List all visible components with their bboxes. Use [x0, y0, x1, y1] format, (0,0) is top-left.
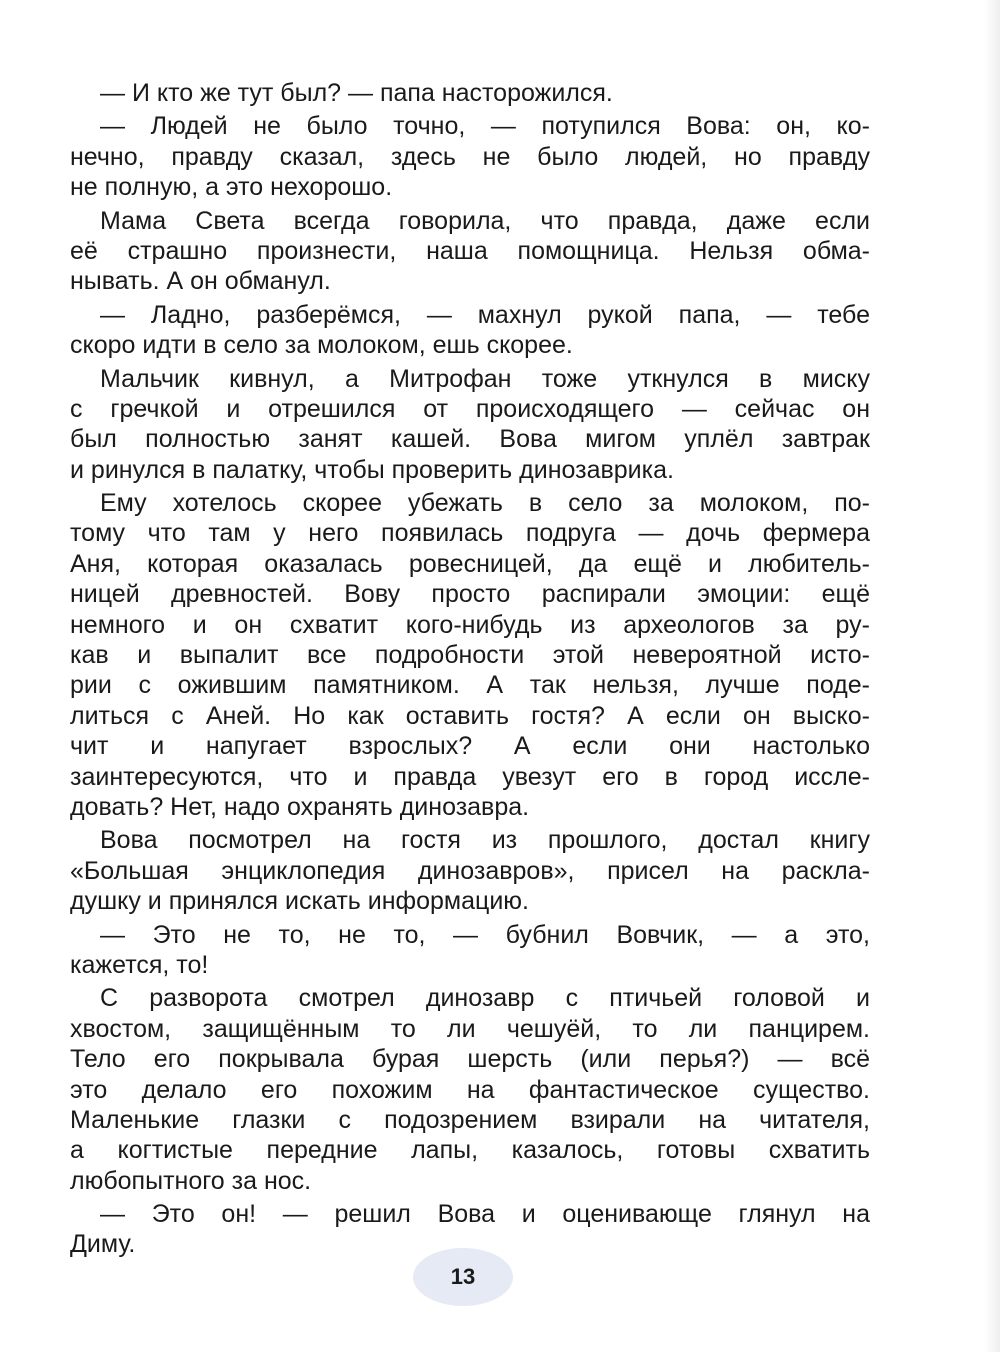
- paragraph: [70, 364, 870, 486]
- text-line: тому что там у него появилась подруга — дочь фермера: [70, 519, 870, 548]
- text-line: «Большая энциклопедия динозавров», присел на раскла-: [70, 856, 870, 885]
- paragraph: [70, 488, 870, 822]
- text-line: — Это не то, не то, — бубнил Вовчик, — а это,: [100, 920, 870, 949]
- text-line: душку и принялся искать информацию.: [70, 887, 529, 916]
- text-line: — Ладно, разберёмся, — махнул рукой папа, — тебе: [100, 300, 870, 329]
- paragraph: [70, 300, 870, 361]
- text-line: кажется, то!: [70, 950, 209, 979]
- page-number: 13: [450, 1264, 476, 1289]
- paragraph: [70, 78, 870, 108]
- text-line: и ринулся в палатку, чтобы проверить динозаврика.: [70, 455, 674, 484]
- text-line: был полностью занят кашей. Вова мигом уплёл завтрак: [70, 425, 870, 454]
- text-line: немного и он схватит кого-нибудь из археологов за ру-: [70, 610, 870, 639]
- text-line: рии с ожившим памятником. А так нельзя, лучше поде-: [70, 671, 870, 700]
- text-line: Вова посмотрел на гостя из прошлого, достал книгу: [100, 826, 870, 855]
- paragraph: [70, 206, 870, 297]
- text-line: нечно, правду сказал, здесь не было людей, но правду: [70, 142, 870, 171]
- text-line: Тело его покрывала бурая шерсть (или перья?) — всё: [70, 1045, 870, 1074]
- text-line: довать? Нет, надо охранять динозавра.: [70, 792, 530, 821]
- text-line: ницей древностей. Вову просто распирали эмоции: ещё: [70, 580, 870, 609]
- text-line: С разворота смотрел динозавр с птичьей головой и: [100, 984, 870, 1013]
- paragraph: [70, 111, 870, 202]
- text-line: чит и напугает взрослых? А если они настолько: [70, 732, 870, 761]
- text-line: её страшно произнести, наша помощница. Нельзя обма-: [70, 236, 870, 265]
- text-line: Ему хотелось скорее убежать в село за молоком, по-: [100, 489, 870, 518]
- text-line: Маленькие глазки с подозрением взирали на читателя,: [70, 1105, 870, 1134]
- text-line: скоро идти в село за молоком, ешь скорее.: [70, 331, 573, 360]
- text-line: заинтересуются, что и правда увезут его в город иссле-: [70, 762, 870, 791]
- story-text: [70, 78, 870, 1263]
- text-line: а когтистые передние лапы, казалось, готовы схватить: [70, 1136, 870, 1165]
- text-line: кав и выпалит все подробности этой невероятной исто-: [70, 641, 870, 670]
- text-line: с гречкой и отрешился от происходящего — сейчас он: [70, 394, 870, 423]
- text-line: это делало его похожим на фантастическое существо.: [70, 1075, 870, 1104]
- text-line: — Людей не было точно, — потупился Вова: он, ко-: [100, 112, 870, 141]
- paragraph: [70, 920, 870, 981]
- text-line: нывать. А он обманул.: [70, 267, 331, 296]
- paragraph: [70, 825, 870, 916]
- text-line: Диму.: [70, 1230, 136, 1259]
- text-line: Мама Света всегда говорила, что правда, даже если: [100, 206, 870, 235]
- text-line: Аня, которая оказалась ровесницей, да ещё и любитель-: [70, 549, 870, 578]
- page-edge-shadow: [984, 0, 1000, 1352]
- text-line: не полную, а это нехорошо.: [70, 173, 393, 202]
- text-line: — Это он! — решил Вова и оценивающе глянул на: [100, 1200, 870, 1229]
- text-line: Мальчик кивнул, а Митрофан тоже уткнулся в миску: [100, 364, 870, 393]
- text-line: — И кто же тут был? — папа насторожился.: [100, 79, 613, 107]
- text-line: хвостом, защищённым то ли чешуёй, то ли панцирем.: [70, 1014, 870, 1043]
- text-line: литься с Аней. Но как оставить гостя? А если он выско-: [70, 701, 870, 730]
- text-line: любопытного за нос.: [70, 1166, 312, 1195]
- paragraph: [70, 983, 870, 1196]
